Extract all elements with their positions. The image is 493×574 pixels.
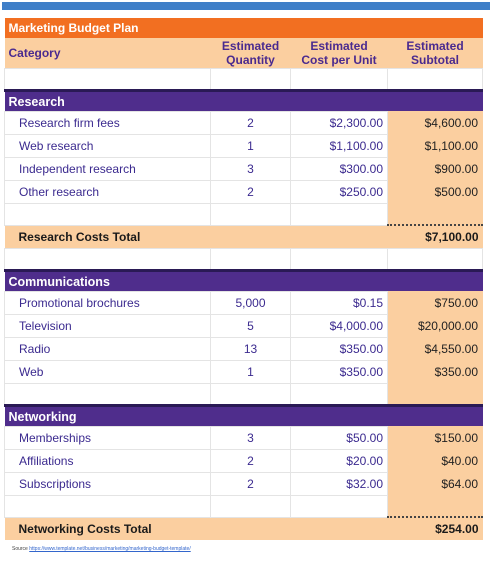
item-name: Research firm fees [5, 112, 211, 135]
table-row[interactable] [5, 135, 483, 158]
table-row[interactable] [5, 292, 483, 315]
networking-total-row [5, 517, 483, 540]
item-name: Web research [5, 135, 211, 158]
spacer-row [5, 204, 483, 226]
item-cost: $250.00 [291, 181, 388, 204]
item-cost: $300.00 [291, 158, 388, 181]
total-label: Networking Costs Total [5, 517, 388, 540]
item-cost: $0.15 [291, 292, 388, 315]
item-cost: $32.00 [291, 473, 388, 496]
item-qty: 2 [211, 181, 291, 204]
header-cost: Estimated Cost per Unit [291, 38, 388, 69]
section-research [5, 91, 483, 112]
research-total-row [5, 225, 483, 249]
total-label: Research Costs Total [5, 225, 388, 249]
spacer-row [5, 69, 483, 91]
item-name: Television [5, 315, 211, 338]
item-qty: 2 [211, 112, 291, 135]
item-qty: 1 [211, 361, 291, 384]
item-subtotal: $64.00 [388, 473, 483, 496]
table-row[interactable] [5, 473, 483, 496]
item-subtotal: $500.00 [388, 181, 483, 204]
item-qty: 13 [211, 338, 291, 361]
total-value: $254.00 [388, 517, 483, 540]
item-name: Affiliations [5, 450, 211, 473]
item-name: Radio [5, 338, 211, 361]
total-value: $7,100.00 [388, 225, 483, 249]
table-row[interactable] [5, 427, 483, 450]
header-subtotal: Estimated Subtotal [388, 38, 483, 69]
table-row[interactable] [5, 158, 483, 181]
header-category: Category [5, 38, 211, 69]
budget-sheet [4, 18, 482, 540]
item-name: Independent research [5, 158, 211, 181]
spacer-row [5, 496, 483, 518]
header-quantity: Estimated Quantity [211, 38, 291, 69]
item-subtotal: $4,550.00 [388, 338, 483, 361]
item-name: Subscriptions [5, 473, 211, 496]
table-row[interactable] [5, 181, 483, 204]
item-subtotal: $350.00 [388, 361, 483, 384]
item-cost: $20.00 [291, 450, 388, 473]
section-title: Communications [5, 271, 483, 292]
item-subtotal: $40.00 [388, 450, 483, 473]
item-subtotal: $20,000.00 [388, 315, 483, 338]
header-row [5, 38, 483, 69]
item-name: Memberships [5, 427, 211, 450]
item-subtotal: $900.00 [388, 158, 483, 181]
item-qty: 1 [211, 135, 291, 158]
item-cost: $2,300.00 [291, 112, 388, 135]
item-name: Web [5, 361, 211, 384]
table-row[interactable] [5, 315, 483, 338]
title-row [5, 18, 483, 38]
item-qty: 3 [211, 158, 291, 181]
table-row[interactable] [5, 338, 483, 361]
top-accent-bar [2, 2, 490, 10]
item-qty: 5 [211, 315, 291, 338]
item-qty: 5,000 [211, 292, 291, 315]
item-subtotal: $1,100.00 [388, 135, 483, 158]
item-qty: 2 [211, 450, 291, 473]
section-networking [5, 406, 483, 427]
item-qty: 3 [211, 427, 291, 450]
section-title: Research [5, 91, 483, 112]
source-label: Source [12, 546, 28, 552]
item-qty: 2 [211, 473, 291, 496]
table-row[interactable] [5, 450, 483, 473]
budget-table [4, 18, 483, 540]
sheet-title: Marketing Budget Plan [5, 18, 483, 38]
spacer-row [5, 384, 483, 406]
item-name: Other research [5, 181, 211, 204]
section-communications [5, 271, 483, 292]
item-cost: $50.00 [291, 427, 388, 450]
source-note [12, 546, 191, 552]
item-cost: $1,100.00 [291, 135, 388, 158]
item-cost: $350.00 [291, 338, 388, 361]
item-name: Promotional brochures [5, 292, 211, 315]
table-row[interactable] [5, 361, 483, 384]
item-subtotal: $4,600.00 [388, 112, 483, 135]
spacer-row [5, 249, 483, 271]
item-cost: $4,000.00 [291, 315, 388, 338]
item-cost: $350.00 [291, 361, 388, 384]
source-link[interactable]: https://www.template.net/business/marketing/marketing-budget-template/ [29, 546, 191, 552]
section-title: Networking [5, 406, 483, 427]
item-subtotal: $750.00 [388, 292, 483, 315]
table-row[interactable] [5, 112, 483, 135]
item-subtotal: $150.00 [388, 427, 483, 450]
